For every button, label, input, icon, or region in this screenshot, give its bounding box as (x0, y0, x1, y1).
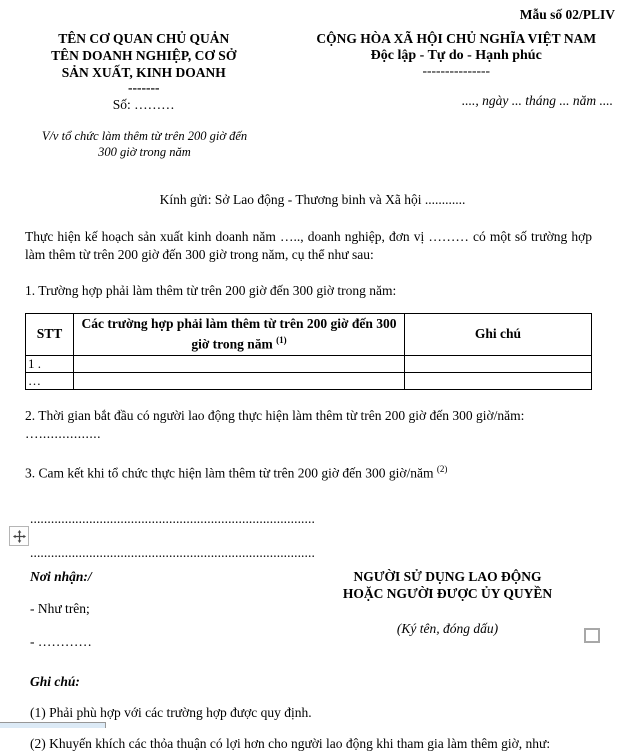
table-header-cases (74, 314, 405, 356)
table-header-cases-text: Các trường hợp phải làm thêm từ trên 200 giờ đến 300 giờ trong năm (81, 316, 396, 352)
notes-block (0, 674, 625, 753)
table-cell-cases[interactable] (74, 372, 405, 389)
signature-section (0, 569, 625, 651)
recipient-item: - Như trên; (30, 600, 295, 618)
document-body-lower (0, 407, 625, 483)
section-3-heading (25, 460, 592, 483)
national-motto-line-1: CỘNG HÒA XÃ HỘI CHỦ NGHĨA VIỆT NAM (288, 30, 625, 47)
table-header-cases-footnote-ref: (1) (276, 335, 287, 345)
table-header-stt: STT (26, 314, 74, 356)
table-cell-note[interactable] (405, 355, 592, 372)
fill-in-dotted-line: .................................................................................. (30, 546, 312, 560)
table-move-handle-icon[interactable] (9, 526, 29, 546)
signature-note: (Ký tên, đóng dấu) (295, 621, 600, 637)
intro-paragraph: Thực hiện kế hoạch sản xuất kinh doanh năm ….., doanh nghiệp, đơn vị ……… có một số trường hợp làm thêm từ trên 200 giờ đến 300 giờ trong năm, cụ thể như sau: (25, 228, 592, 264)
signature-title-line-2: HOẶC NGƯỜI ĐƯỢC ỦY QUYỀN (295, 586, 600, 603)
section-3-footnote-ref: (2) (437, 464, 448, 474)
section-2-dots: …................ (25, 425, 592, 443)
table-header-row (26, 314, 592, 356)
recipient-line: Kính gửi: Sở Lao động - Thương binh và Xã hội ............ (0, 192, 625, 208)
table-cell-stt[interactable]: … (26, 372, 74, 389)
document-body (0, 228, 625, 300)
national-header-block (288, 30, 625, 114)
table-cell-stt[interactable]: 1 . (26, 355, 74, 372)
recipient-item: - ………… (30, 633, 295, 651)
org-line-3: SẢN XUẤT, KINH DOANH (0, 64, 288, 81)
org-line-1: TÊN CƠ QUAN CHỦ QUẢN (0, 30, 288, 47)
signature-block (295, 569, 600, 651)
subject-line-1: V/v tổ chức làm thêm từ trên 200 giờ đến (32, 128, 257, 144)
overtime-cases-table (25, 313, 592, 390)
signature-title-line-1: NGƯỜI SỬ DỤNG LAO ĐỘNG (295, 569, 600, 586)
table-cell-note[interactable] (405, 372, 592, 389)
org-line-2: TÊN DOANH NGHIỆP, CƠ SỞ (0, 47, 288, 64)
footnote-1: (1) Phải phù hợp với các trường hợp được quy định. (30, 704, 600, 722)
org-divider: ------- (0, 81, 288, 95)
document-number-line: Số: ……… (0, 96, 288, 114)
footnote-2: (2) Khuyến khích các thỏa thuận có lợi hơn cho người lao động khi tham gia làm thêm giờ, như: (30, 735, 600, 753)
table-row (26, 372, 592, 389)
table-row (26, 355, 592, 372)
section-1-heading: 1. Trường hợp phải làm thêm từ trên 200 giờ đến 300 giờ trong năm: (25, 282, 592, 300)
national-divider: --------------- (288, 64, 625, 78)
org-header-block (0, 30, 288, 114)
section-3-text: 3. Cam kết khi tổ chức thực hiện làm thêm từ trên 200 giờ đến 300 giờ/năm (25, 465, 437, 480)
recipients-block (30, 569, 295, 651)
notes-label: Ghi chú: (30, 674, 600, 690)
national-motto-line-2: Độc lập - Tự do - Hạnh phúc (288, 47, 625, 64)
recipients-label: Nơi nhận:/ (30, 569, 295, 585)
form-number: Mẫu số 02/PLIV (0, 0, 625, 23)
move-cross-icon (13, 530, 26, 543)
empty-object-square (584, 628, 600, 643)
fill-in-dotted-line: .................................................................................. (30, 512, 312, 526)
section-2-heading: 2. Thời gian bắt đầu có người lao động thực hiện làm thêm từ trên 200 giờ đến 300 giờ/năm: (25, 407, 592, 425)
date-line: ...., ngày ... tháng ... năm .... (288, 92, 625, 109)
bottom-edge-popup-fragment (0, 722, 106, 728)
subject-block (32, 128, 257, 160)
table-header-note: Ghi chú (405, 314, 592, 356)
document-header (0, 30, 625, 114)
subject-line-2: 300 giờ trong năm (32, 144, 257, 160)
table-cell-cases[interactable] (74, 355, 405, 372)
